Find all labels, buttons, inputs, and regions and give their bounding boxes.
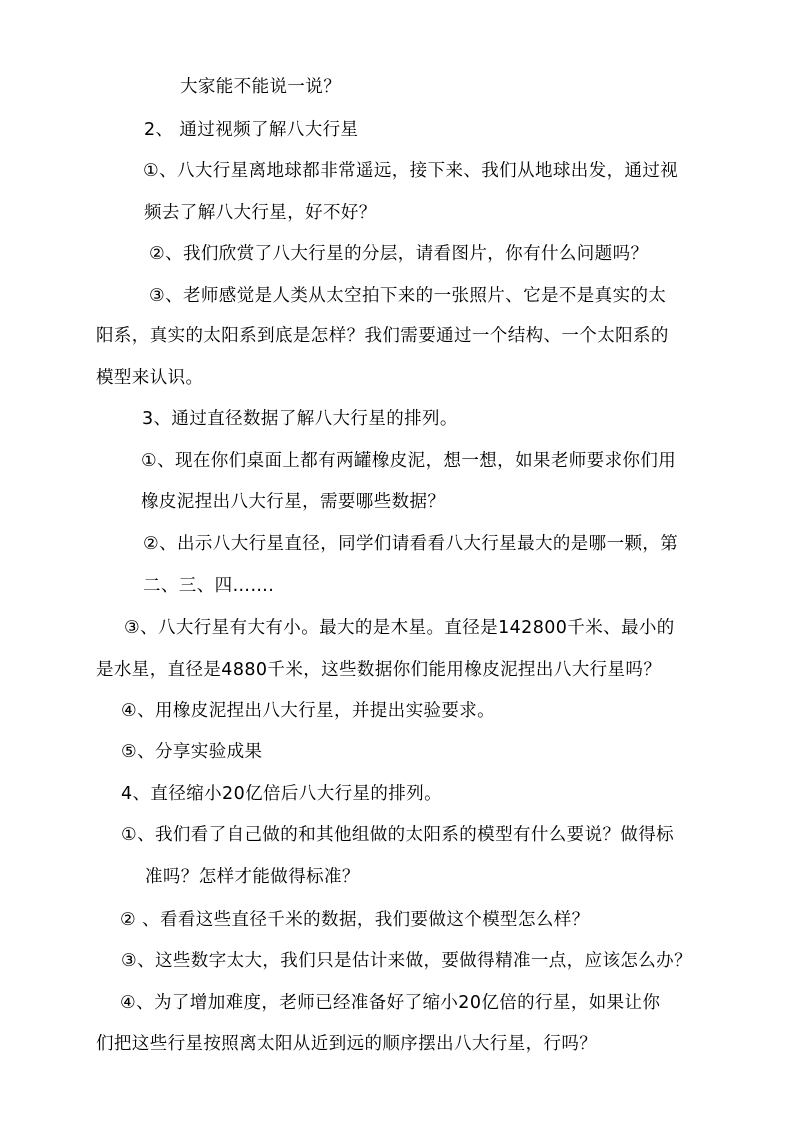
text-line: ⑤、分享实验成果 xyxy=(121,742,263,762)
section-heading: 3、通过直径数据了解八大行星的排列。 xyxy=(142,409,458,429)
text-line: ②、我们欣赏了八大行星的分层，请看图片，你有什么问题吗？ xyxy=(149,244,649,264)
text-line: ② 、看看这些直径千米的数据，我们要做这个模型怎么样？ xyxy=(120,910,590,930)
text-line: 是水星，直径是4880千米，这些数据你们能用橡皮泥捏出八大行星吗？ xyxy=(96,660,662,680)
text-line: ①、我们看了自己做的和其他组做的太阳系的模型有什么要说？做得标 xyxy=(121,825,675,845)
text-line: ③、八大行星有大有小。最大的是木星。直径是142800千米、最小的 xyxy=(124,618,675,638)
section-heading: 4、直径缩小20亿倍后八大行星的排列。 xyxy=(121,784,443,804)
text-line: ①、八大行星离地球都非常遥远，接下来、我们从地球出发，通过视 xyxy=(143,161,679,181)
text-line: ④、为了增加难度，老师已经准备好了缩小20亿倍的行星，如果让你 xyxy=(120,993,661,1013)
section-heading: 2、 通过视频了解八大行星 xyxy=(144,120,359,140)
text-line: 模型来认识。 xyxy=(96,368,204,388)
text-line: ③、这些数字太大，我们只是估计来做，要做得精准一点，应该怎么办？ xyxy=(121,951,692,971)
text-line: ①、现在你们桌面上都有两罐橡皮泥，想一想，如果老师要求你们用 xyxy=(141,451,677,471)
text-line: 大家能不能说一说？ xyxy=(180,77,342,97)
text-line: 二、三、四……. xyxy=(143,576,275,596)
text-line: 阳系，真实的太阳系到底是怎样？我们需要通过一个结构、一个太阳系的 xyxy=(96,326,669,346)
text-line: ②、出示八大行星直径，同学们请看看八大行星最大的是哪一颗，第 xyxy=(143,534,679,554)
text-line: ④、用橡皮泥捏出八大行星，并提出实验要求。 xyxy=(121,701,496,721)
text-line: 频去了解八大行星，好不好？ xyxy=(144,203,377,223)
text-line: 们把这些行星按照离太阳从近到远的顺序摆出八大行星，行吗？ xyxy=(96,1034,598,1054)
text-line: 橡皮泥捏出八大行星，需要哪些数据？ xyxy=(141,492,446,512)
text-line: ③、老师感觉是人类从太空拍下来的一张照片、它是不是真实的太 xyxy=(149,286,667,306)
text-line: 准吗？怎样才能做得标准？ xyxy=(145,867,360,887)
